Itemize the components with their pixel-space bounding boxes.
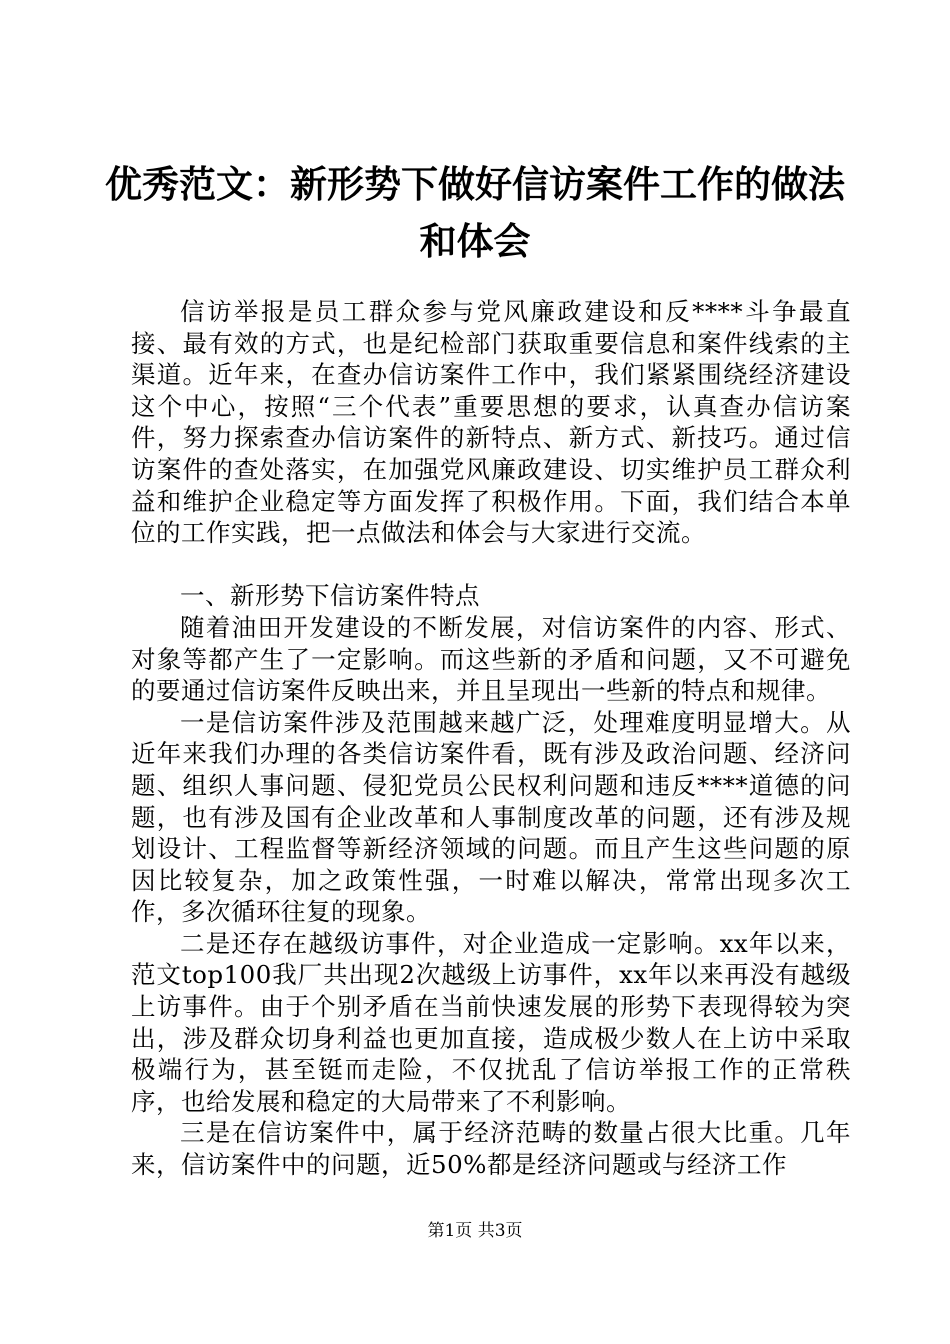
- paragraph-section-intro: 随着油田开发建设的不断发展，对信访案件的内容、形式、对象等都产生了一定影响。而这些新的矛盾和问题，又不可避免的要通过信访案件反映出来，并且呈现出一些新的特点和规律。: [131, 612, 851, 706]
- document-body: [131, 296, 851, 1181]
- document-title-line1: 优秀范文：新形势下做好信访案件工作的做法: [105, 162, 845, 206]
- paragraph-point-three: 三是在信访案件中，属于经济范畴的数量占很大比重。几年来，信访案件中的问题，近50%都是经济问题或与经济工作: [131, 1118, 851, 1180]
- page-footer: 第1页 共3页: [427, 1221, 523, 1241]
- document-title-line2: 和体会: [419, 219, 531, 263]
- paragraph-intro: 信访举报是员工群众参与党风廉政建设和反****斗争最直接、最有效的方式，也是纪检部门获取重要信息和案件线索的主渠道。近年来，在查办信访案件工作中，我们紧紧围绕经济建设这个中心，按照“三个代表”重要思想的要求，认真查办信访案件，努力探索查办信访案件的新特点、新方式、新技巧。通过信访案件的查处落实，在加强党风廉政建设、切实维护员工群众利益和维护企业稳定等方面发挥了积极作用。下面，我们结合本单位的工作实践，把一点做法和体会与大家进行交流。: [131, 297, 851, 548]
- paragraph-point-two: 二是还存在越级访事件，对企业造成一定影响。xx年以来，范文top100我厂共出现2次越级上访事件，xx年以来再没有越级上访事件。由于个别矛盾在当前快速发展的形势下表现得较为突出，涉及群众切身利益也更加直接，造成极少数人在上访中采取极端行为，甚至铤而走险，不仅扰乱了信访举报工作的正常秩序，也给发展和稳定的大局带来了不利影响。: [131, 928, 851, 1116]
- paragraph-point-one: 一是信访案件涉及范围越来越广泛，处理难度明显增大。从近年来我们办理的各类信访案件看，既有涉及政治问题、经济问题、组织人事问题、侵犯党员公民权利问题和违反****道德的问题，也有涉及国有企业改革和人事制度改革的问题，还有涉及规划设计、工程监督等新经济领域的问题。而且产生这些问题的原因比较复杂，加之政策性强，一时难以解决，常常出现多次工作，多次循环往复的现象。: [131, 707, 851, 927]
- section-heading: 一、新形势下信访案件特点: [180, 581, 480, 611]
